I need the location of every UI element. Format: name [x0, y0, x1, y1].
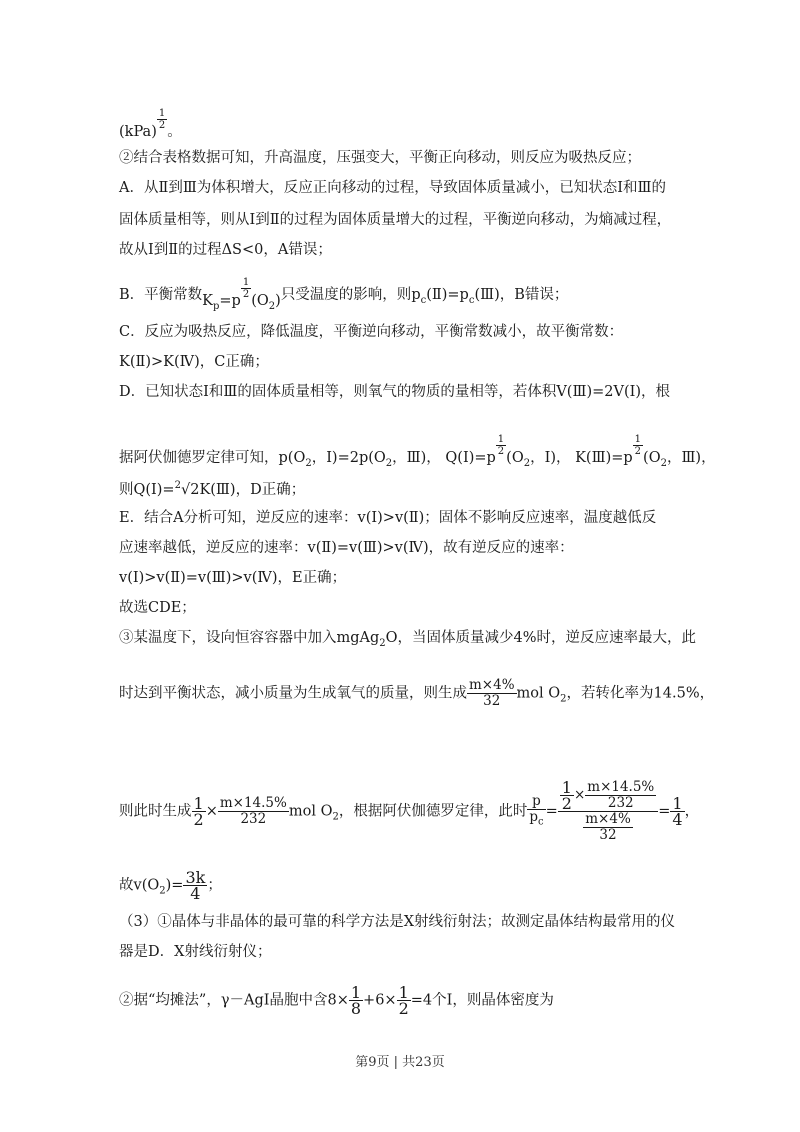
frac-den: 2: [497, 446, 505, 457]
text-span: =p: [219, 293, 241, 309]
fraction-pressure: [527, 794, 545, 830]
subscript: 2: [560, 693, 567, 705]
subscript: p: [213, 300, 220, 312]
frac-num: m×14.5%: [219, 795, 287, 811]
text-span: +6×: [363, 992, 397, 1009]
exponent-fraction: [241, 277, 251, 300]
text-span: ，Ⅲ)，: [666, 450, 716, 466]
text-span: K(Ⅲ)=p: [575, 450, 633, 466]
subscript: 2: [385, 457, 393, 469]
fraction: [583, 812, 633, 843]
frac-den: [527, 810, 545, 830]
line-q3-2: 器是D．X射线衍射仪；: [119, 944, 272, 960]
subscript: 2: [159, 885, 166, 897]
text-span: ②据“均摊法”，γ－AgI晶胞中含8×: [119, 992, 349, 1009]
text-span: (O: [643, 450, 661, 466]
line-rate-result: [119, 870, 222, 901]
text-span: =4个I，则晶体密度为: [410, 992, 554, 1009]
frac-num: 3k: [185, 868, 206, 887]
frac-num: 1: [158, 108, 166, 119]
text-span: p: [529, 808, 538, 825]
text-span: K: [202, 293, 213, 309]
text-span: 时达到平衡状态，减小质量为生成氧气的质量，则生成: [119, 685, 467, 702]
frac-den: 2: [561, 794, 572, 813]
line-q3-3: [119, 985, 554, 1016]
frac-den: 4: [190, 884, 201, 903]
text-span: 故v(O: [119, 877, 160, 894]
text-span: √2: [180, 481, 200, 498]
text-span: ③某温度下，设向恒容容器中加入mgAg: [119, 630, 380, 646]
text-span: ): [275, 293, 281, 309]
subscript: 2: [305, 457, 312, 469]
frac-num: 1: [193, 794, 204, 813]
frac-num: 1: [242, 277, 250, 288]
frac-num: 1: [672, 794, 683, 813]
formula-kp: [202, 277, 281, 312]
line-option-a-2: 固体质量相等，则从Ⅰ到Ⅱ的过程为固体质量增大的过程，平衡逆向移动，为熵减过程，: [119, 212, 672, 228]
frac-den: 32: [483, 693, 501, 709]
text-span: (O: [251, 293, 269, 309]
line-option-c-1: C．反应为吸热反应，降低温度，平衡逆向移动，平衡常数减小，故平衡常数：: [119, 324, 624, 340]
exponent-fraction: [496, 434, 506, 457]
root-index: 2: [174, 480, 181, 491]
subscript: c: [538, 816, 544, 828]
fraction: [397, 985, 411, 1016]
fraction: [349, 985, 363, 1016]
line-option-a-3: 故从Ⅰ到Ⅱ的过程ΔS<0，A错误；: [119, 242, 332, 258]
subscript: 2: [268, 300, 276, 312]
frac-num: 1: [350, 983, 362, 1002]
text-span: 。: [167, 124, 182, 140]
frac-num: [558, 780, 659, 812]
fraction: [218, 796, 289, 827]
frac-den: 2: [193, 810, 204, 829]
frac-den: 232: [607, 795, 634, 811]
compound-fraction: [558, 780, 659, 843]
frac-num: 1: [398, 983, 409, 1002]
line-option-a-1: A．从Ⅱ到Ⅲ为体积增大，反应正向移动的过程，导致固体质量减小，已知状态Ⅰ和Ⅲ的: [119, 180, 667, 196]
text-span: ，Ⅰ)=2p(O: [311, 450, 386, 466]
subscript: c: [420, 294, 427, 306]
text-span: )=: [165, 877, 184, 894]
text-span: p: [411, 287, 421, 303]
line-conclusion: ②结合表格数据可知，升高温度，压强变大，平衡正向移动，则反应为吸热反应；: [119, 150, 641, 166]
text-span: 则此时生成: [119, 803, 192, 820]
line-part3-1: [119, 628, 696, 654]
line-q3-1: （3）①晶体与非晶体的最可靠的科学方法是X射线衍射法；故测定晶体结构最常用的仪: [119, 914, 676, 930]
line-option-d-3: [119, 476, 305, 500]
page-footer: 第9页 | 共23页: [355, 1055, 445, 1070]
text-span: =: [545, 803, 558, 820]
frac-den: 32: [599, 827, 617, 843]
text-span: Q(Ⅰ)=p: [445, 450, 496, 466]
line-answer: 故选CDE；: [119, 600, 196, 616]
text-span: (Ⅱ)=p: [426, 287, 469, 303]
fraction: [585, 780, 656, 811]
formula-pc: [411, 287, 569, 306]
text-span: 只受温度的影响，则: [280, 287, 412, 303]
fraction: [560, 780, 574, 811]
frac-num: 1: [561, 778, 572, 797]
subscript: 2: [379, 637, 386, 649]
text-span: ，Ⅲ)，: [392, 450, 441, 466]
frac-den: 2: [634, 446, 642, 457]
text-span: ，Ⅰ)，: [530, 450, 571, 466]
frac-num: 1: [497, 434, 505, 445]
frac-num: m×14.5%: [587, 779, 655, 795]
text-span: mol O: [516, 685, 561, 702]
frac-den: 2: [158, 120, 166, 131]
fraction: [192, 796, 206, 827]
fraction: [183, 870, 207, 901]
text-span: =: [658, 803, 671, 820]
frac-den: 4: [672, 810, 683, 829]
text-span: 据阿伏伽德罗定律可知，p(O: [119, 450, 306, 466]
subscript: 2: [332, 811, 339, 823]
line-option-e-1: E．结合A分析可知，逆反应的速率：v(Ⅰ)>v(Ⅱ)；固体不影响反应速率，温度越低反: [119, 510, 657, 526]
text-span: ×: [573, 787, 586, 803]
line-option-b: [119, 277, 568, 317]
line-part3-2: [119, 678, 714, 709]
text-span: 则Q(Ⅰ)=: [119, 481, 175, 498]
frac-num: m×4%: [469, 677, 515, 693]
exponent-fraction: [633, 434, 643, 457]
text-span: mol O: [288, 803, 333, 820]
line-part3-3: [119, 780, 699, 843]
frac-den: 8: [350, 999, 362, 1018]
fraction: [467, 678, 517, 709]
line-option-c-2: K(Ⅱ)>K(Ⅳ)，C正确；: [119, 354, 269, 370]
text-span: ×: [205, 803, 218, 820]
line-kpa-unit: [119, 108, 182, 142]
line-option-e-2: 应速率越低，逆反应的速率：v(Ⅱ)=v(Ⅲ)>v(Ⅳ)，故有逆反应的速率：: [119, 540, 574, 556]
frac-den: 232: [240, 811, 267, 827]
text-span: B．平衡常数: [119, 287, 203, 303]
frac-den: 2: [398, 999, 409, 1018]
text-span: ，: [684, 803, 700, 820]
text-span: K(Ⅲ)，D正确；: [199, 481, 306, 498]
frac-num: 1: [634, 434, 642, 445]
text-span: (O: [506, 450, 524, 466]
fraction: [670, 796, 684, 827]
line-option-d-1: D．已知状态Ⅰ和Ⅲ的固体质量相等，则氧气的物质的量相等，若体积V(Ⅲ)=2V(Ⅰ)，根: [119, 384, 670, 400]
line-option-e-3: v(Ⅰ)>v(Ⅱ)=v(Ⅲ)>v(Ⅳ)，E正确；: [119, 570, 347, 586]
text-span: O，当固体质量减少4%时，逆反应速率最大，此: [385, 630, 697, 646]
frac-den: [558, 812, 659, 843]
exponent-fraction: [157, 108, 167, 131]
frac-num: m×4%: [585, 811, 631, 827]
text-span: (kPa): [119, 124, 157, 140]
frac-num: p: [527, 794, 545, 810]
line-option-d-2: [119, 434, 716, 474]
text-span: (Ⅲ)，B错误；: [474, 287, 569, 303]
subscript: c: [468, 294, 475, 306]
text-span: ，根据阿伏伽德罗定律，此时: [338, 803, 528, 820]
text-span: ，若转化率为14.5%，: [566, 685, 715, 702]
subscript: 2: [523, 457, 531, 469]
subscript: 2: [660, 457, 667, 469]
frac-den: 2: [242, 289, 250, 300]
text-span: ；: [207, 877, 222, 894]
